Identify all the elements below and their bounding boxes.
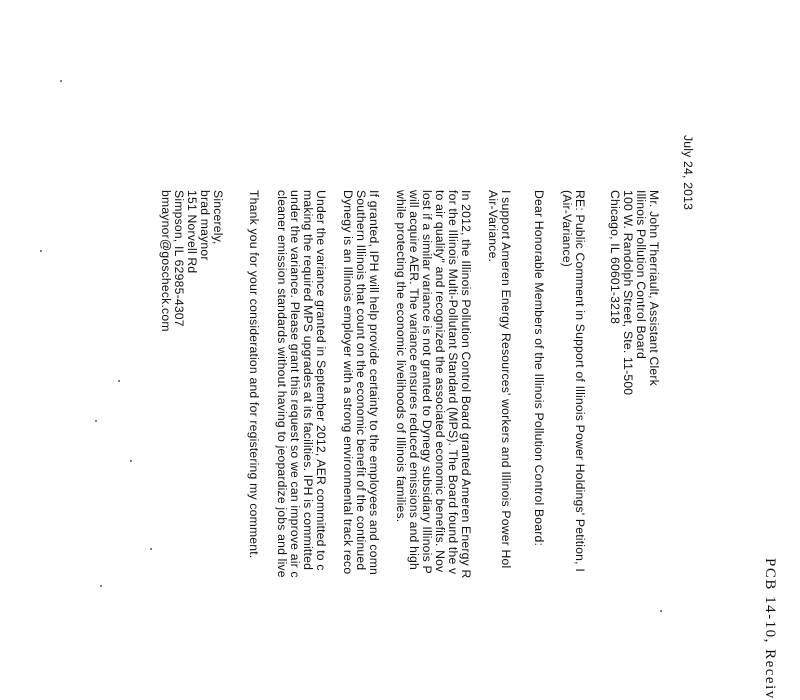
signer-street: 151 Norvell Rd (185, 190, 199, 274)
paragraph-2-line: will acquire AER. The variance ensures reduced emissions and high (407, 190, 421, 570)
recipient-street: 100 W. Randolph Street, Ste. 11-500 (621, 190, 635, 396)
scan-speck (118, 380, 120, 382)
scan-speck (95, 420, 97, 422)
letter-date: July 24, 2013 (681, 135, 695, 211)
paragraph-3-line: If granted, IPH will help provide certainty to the employees and comn (367, 190, 381, 576)
scan-speck (100, 585, 102, 587)
signer-city: Simpson, IL 62985-4307 (172, 190, 186, 327)
recipient-name: Mr. John Therriault, Assistant Clerk (647, 190, 661, 386)
recipient-org: Illinois Pollution Control Board (634, 190, 648, 359)
paragraph-3-line: Dynegy is an Illinois employer with a strong environmental track reco (341, 190, 355, 575)
closing-line: Thank you for your consideration and for registering my comment. (247, 190, 261, 559)
signer-email: bmaynor@goscheck.com (159, 190, 173, 332)
signer-name: brad maynor (198, 190, 212, 261)
subject-line: RE: Public Comment in Support of Illinois Power Holdings' Petition, I (573, 190, 587, 572)
scan-speck (660, 610, 662, 612)
scan-speck (40, 250, 42, 252)
paragraph-2-line: lost if a similar variance is not granted to Dynegy subsidiary Illinois P (420, 190, 434, 574)
salutation: Dear Honorable Members of the Illinois Pollution Control Board: (532, 190, 546, 547)
recipient-city: Chicago, IL 60601-3218 (608, 190, 622, 325)
paragraph-4-line: Under the variance granted in September 2012, AER committed to c (314, 190, 328, 571)
paragraph-2-line: while protecting the economic livelihoods of Illinois families. (394, 190, 408, 523)
subject-line-2: (Air-Variance) (560, 190, 574, 268)
paragraph-1-line: Air-Variance. (486, 190, 500, 263)
paragraph-1-line: I support Ameren Energy Resources' workers and Illinois Power Hol (499, 190, 513, 569)
paragraph-2-line: for the Illinois Multi-Pollutant Standard (MPS). The Board found the v (446, 190, 460, 575)
paragraph-4-line: cleaner emission standards without having to jeopardize jobs and live (275, 190, 289, 578)
paragraph-3-line: Southern Illinois that count on the economic benefit of the continued (354, 190, 368, 571)
sign-off: Sincerely, (211, 190, 225, 245)
paragraph-2-line: In 2012, the Illinois Pollution Control Board granted Ameren Energy R (459, 190, 473, 579)
scan-speck (60, 80, 62, 82)
scan-speck (150, 548, 152, 550)
paragraph-4-line: making the required MPS upgrades at its facilities. IPH is committed (301, 190, 315, 571)
docket-header: PCB 14-10, Receiv (762, 558, 778, 700)
paragraph-4-line: under the variance. Please grant this request so we can improve air c (288, 190, 302, 578)
scan-speck (130, 460, 132, 462)
paragraph-2-line: to air quality" and recognized the associated economic benefits. Nov (433, 190, 447, 573)
